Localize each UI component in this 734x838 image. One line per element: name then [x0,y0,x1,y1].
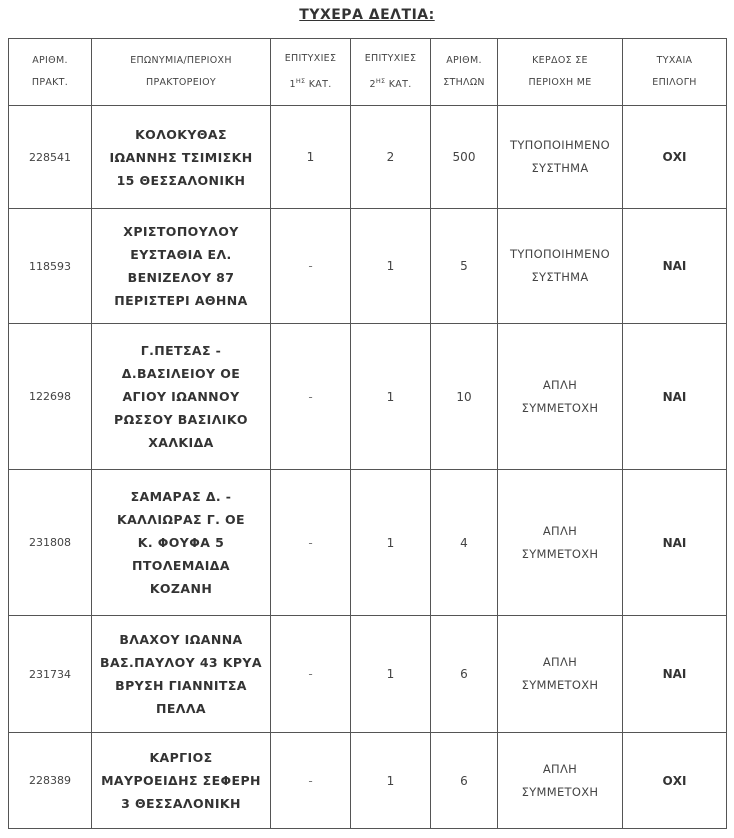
winning-tickets-table [8,38,727,829]
header-gain: ΚΕΡΔΟΣ ΣΕ ΠΕΡΙΟΧΗ ΜΕ [498,39,623,106]
random-choice: ΝΑΙ [623,470,727,616]
table-row [9,616,727,733]
agency-name: ΣΑΜΑΡΑΣ Δ. - ΚΑΛΛΙΩΡΑΣ Γ. ΟΕ Κ. ΦΟΥΦΑ 5 ΠΤΟΛΕΜΑΙΔΑ ΚΟΖΑΝΗ [92,470,271,616]
wins-2nd: 1 [351,470,431,616]
header-wins-2nd: ΕΠΙΤΥΧΙΕΣ $2^{H\Sigma}$ ΚΑΤ. [351,39,431,106]
header-agency-no: ΑΡΙΘΜ. ΠΡΑΚΤ. [9,39,92,106]
agency-name: ΚΑΡΓΙΟΣ ΜΑΥΡΟΕΙΔΗΣ ΣΕΦΕΡΗ 3 ΘΕΣΣΑΛΟΝΙΚΗ [92,733,271,829]
agency-name: Γ.ΠΕΤΣΑΣ - Δ.ΒΑΣΙΛΕΙΟΥ ΟΕ ΑΓΙΟΥ ΙΩΑΝΝΟΥ ΡΩΣΣΟΥ ΒΑΣΙΛΙΚΟ ΧΑΛΚΙΔΑ [92,324,271,470]
wins-2nd: 2 [351,106,431,209]
header-wins-1st: ΕΠΙΤΥΧΙΕΣ $1^{H\Sigma}$ ΚΑΤ. [271,39,351,106]
random-choice: ΝΑΙ [623,209,727,324]
table-row [9,324,727,470]
table-row [9,106,727,209]
table-row [9,209,727,324]
page-header [0,0,734,38]
gain-type: ΤΥΠΟΠΟΙΗΜΕΝΟ ΣΥΣΤΗΜΑ [498,106,623,209]
table-row [9,733,727,829]
agency-name: ΧΡΙΣΤΟΠΟΥΛΟΥ ΕΥΣΤΑΘΙΑ ΕΛ. ΒΕΝΙΖΕΛΟΥ 87 ΠΕΡΙΣΤΕΡΙ ΑΘΗΝΑ [92,209,271,324]
agency-name: ΚΟΛΟΚΥΘΑΣ ΙΩΑΝΝΗΣ ΤΣΙΜΙΣΚΗ 15 ΘΕΣΣΑΛΟΝΙΚΗ [92,106,271,209]
columns-count: 6 [431,733,498,829]
table-header-row [9,39,727,106]
agency-number: 228389 [9,733,92,829]
agency-number: 228541 [9,106,92,209]
columns-count: 4 [431,470,498,616]
random-choice: ΟΧΙ [623,106,727,209]
gain-type: ΑΠΛΗ ΣΥΜΜΕΤΟΧΗ [498,616,623,733]
agency-number: 231808 [9,470,92,616]
page-title: ΤΥΧΕΡΑ ΔΕΛΤΙΑ: [299,7,435,23]
header-random: ΤΥΧΑΙΑ ΕΠΙΛΟΓΗ [623,39,727,106]
agency-number: 122698 [9,324,92,470]
wins-2nd: 1 [351,733,431,829]
table-row [9,470,727,616]
random-choice: ΟΧΙ [623,733,727,829]
columns-count: 6 [431,616,498,733]
gain-type: ΑΠΛΗ ΣΥΜΜΕΤΟΧΗ [498,324,623,470]
random-choice: ΝΑΙ [623,324,727,470]
wins-1st: - [271,616,351,733]
agency-number: 118593 [9,209,92,324]
gain-type: ΑΠΛΗ ΣΥΜΜΕΤΟΧΗ [498,470,623,616]
header-columns: ΑΡΙΘΜ. ΣΤΗΛΩΝ [431,39,498,106]
wins-1st: - [271,324,351,470]
wins-2nd: 1 [351,324,431,470]
wins-1st: - [271,470,351,616]
columns-count: 500 [431,106,498,209]
wins-2nd: 1 [351,616,431,733]
wins-2nd: 1 [351,209,431,324]
header-agency-name: ΕΠΩΝΥΜΙΑ/ΠΕΡΙΟΧΗ ΠΡΑΚΤΟΡΕΙΟΥ [92,39,271,106]
columns-count: 5 [431,209,498,324]
random-choice: ΝΑΙ [623,616,727,733]
agency-name: ΒΛΑΧΟΥ ΙΩΑΝΝΑ ΒΑΣ.ΠΑΥΛΟΥ 43 ΚΡΥΑ ΒΡΥΣΗ ΓΙΑΝΝΙΤΣΑ ΠΕΛΛΑ [92,616,271,733]
wins-1st: 1 [271,106,351,209]
wins-1st: - [271,733,351,829]
gain-type: ΤΥΠΟΠΟΙΗΜΕΝΟ ΣΥΣΤΗΜΑ [498,209,623,324]
agency-number: 231734 [9,616,92,733]
wins-1st: - [271,209,351,324]
gain-type: ΑΠΛΗ ΣΥΜΜΕΤΟΧΗ [498,733,623,829]
columns-count: 10 [431,324,498,470]
